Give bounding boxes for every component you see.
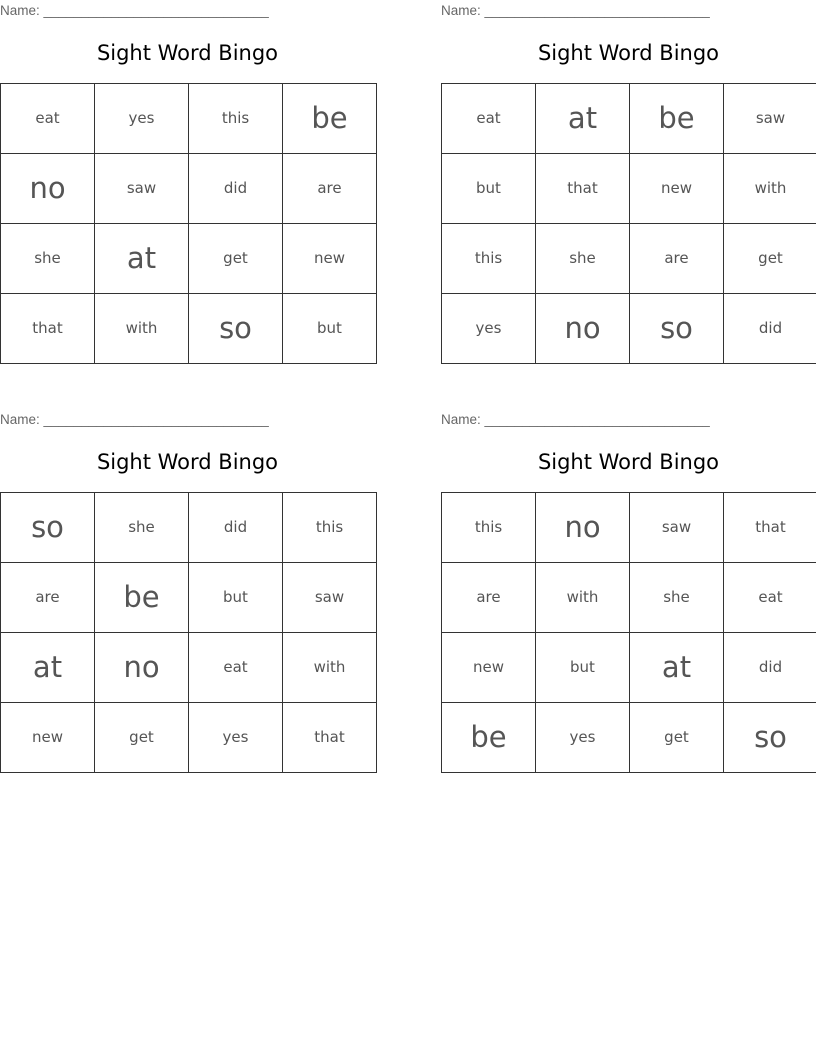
bingo-cell: did [189,154,283,224]
bingo-cell: that [283,703,377,773]
grid-row [1,84,377,154]
bingo-cell: get [189,224,283,294]
name-label: Name: [441,412,481,427]
bingo-cell: at [630,633,724,703]
bingo-cell: this [442,224,536,294]
bingo-cell: eat [442,84,536,154]
name-label: Name: [0,3,40,18]
bingo-cell: but [189,563,283,633]
bingo-cell: no [95,633,189,703]
card-title: Sight Word Bingo [96,450,279,474]
bingo-cell: new [1,703,95,773]
bingo-cell: be [283,84,377,154]
bingo-cell: with [724,154,816,224]
bingo-cell: that [724,493,816,563]
bingo-cell: but [536,633,630,703]
bingo-cell: be [442,703,536,773]
bingo-cell: no [1,154,95,224]
bingo-grid [441,83,816,364]
bingo-cell: eat [189,633,283,703]
card-title: Sight Word Bingo [96,41,279,65]
bingo-cell: are [1,563,95,633]
bingo-cell: eat [1,84,95,154]
bingo-cell: saw [283,563,377,633]
bingo-cell: so [724,703,816,773]
bingo-cell: are [442,563,536,633]
bingo-cell: new [442,633,536,703]
bingo-cell: no [536,294,630,364]
bingo-cell: did [189,493,283,563]
bingo-grid [0,83,377,364]
grid-row [442,703,816,773]
bingo-cell: did [724,294,816,364]
bingo-cell: at [95,224,189,294]
grid-row [1,633,377,703]
bingo-grid [0,492,377,773]
bingo-cell: so [189,294,283,364]
grid-row [1,493,377,563]
bingo-cell: yes [189,703,283,773]
name-field [441,412,710,427]
grid-row [442,224,816,294]
bingo-cell: that [536,154,630,224]
bingo-cell: with [536,563,630,633]
bingo-cell: she [95,493,189,563]
bingo-cell: at [1,633,95,703]
bingo-cell: get [95,703,189,773]
grid-row [442,633,816,703]
bingo-cell: no [536,493,630,563]
grid-row [1,154,377,224]
bingo-cell: so [630,294,724,364]
card-title: Sight Word Bingo [537,41,720,65]
bingo-cell: be [630,84,724,154]
bingo-cell: with [95,294,189,364]
bingo-cell: saw [95,154,189,224]
bingo-cell: did [724,633,816,703]
name-label: Name: [441,3,481,18]
name-blank: ______________________________ [43,412,269,427]
bingo-grid [441,492,816,773]
name-field [0,3,269,18]
grid-row [1,703,377,773]
bingo-cell: but [283,294,377,364]
grid-row [442,294,816,364]
bingo-cell: this [189,84,283,154]
bingo-cell: this [442,493,536,563]
bingo-cell: yes [95,84,189,154]
grid-row [442,84,816,154]
grid-row [1,224,377,294]
bingo-cell: she [630,563,724,633]
name-blank: ______________________________ [484,3,710,18]
bingo-cell: are [283,154,377,224]
bingo-cell: saw [630,493,724,563]
grid-row [1,294,377,364]
bingo-cell: eat [724,563,816,633]
grid-row [442,563,816,633]
bingo-cell: saw [724,84,816,154]
bingo-cell: yes [536,703,630,773]
name-blank: ______________________________ [484,412,710,427]
grid-row [442,493,816,563]
name-label: Name: [0,412,40,427]
bingo-cell: new [630,154,724,224]
bingo-cell: are [630,224,724,294]
bingo-cell: with [283,633,377,703]
card-title: Sight Word Bingo [537,450,720,474]
bingo-cell: she [1,224,95,294]
name-field [0,412,269,427]
bingo-cell: get [630,703,724,773]
bingo-cell: at [536,84,630,154]
grid-row [442,154,816,224]
grid-row [1,563,377,633]
bingo-cell: but [442,154,536,224]
bingo-cell: get [724,224,816,294]
bingo-cell: so [1,493,95,563]
name-field [441,3,710,18]
bingo-cell: she [536,224,630,294]
bingo-cell: be [95,563,189,633]
bingo-cell: yes [442,294,536,364]
bingo-cell: this [283,493,377,563]
name-blank: ______________________________ [43,3,269,18]
bingo-cell: new [283,224,377,294]
bingo-cell: that [1,294,95,364]
